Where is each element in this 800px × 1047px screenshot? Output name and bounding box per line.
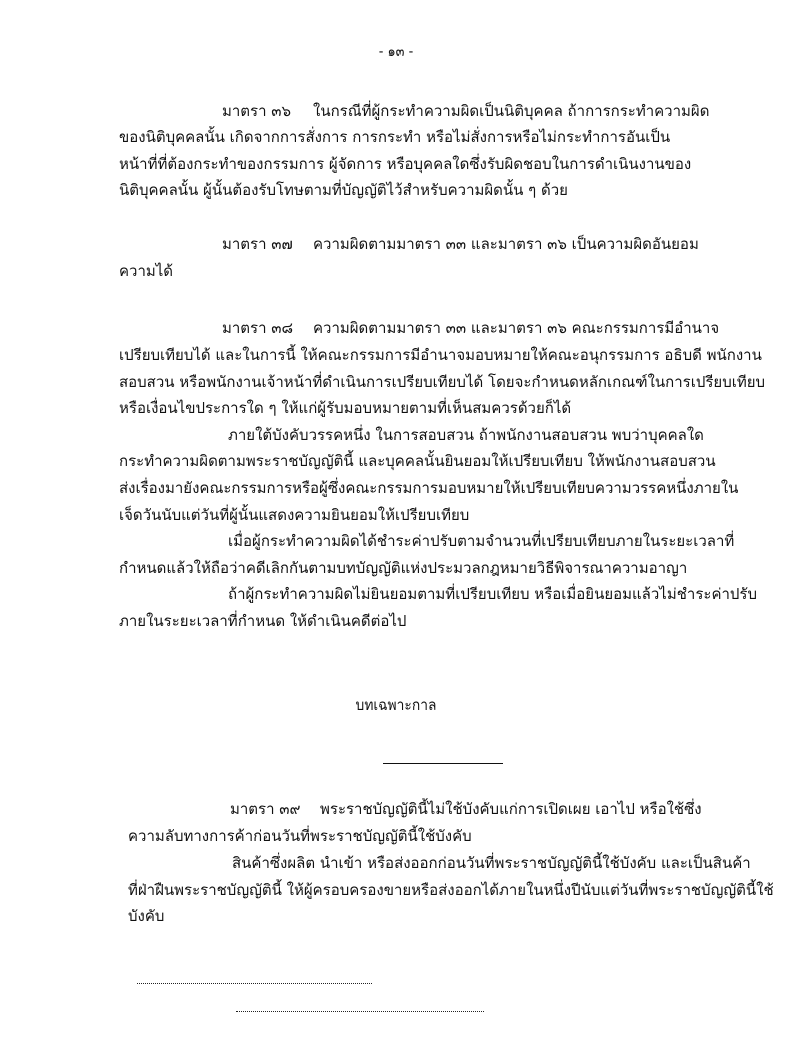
section-39-line: ที่ฝ่าฝืนพระราชบัญญัตินี้ ให้ผู้ครอบครองขายหรือส่งออกได้ภายในหนึ่งปีนับแต่วันที่พระราชบัญญัตินี้ใช้ bbox=[128, 881, 774, 899]
section-38-line: เปรียบเทียบได้ และในการนี้ ให้คณะกรรมการมีอำนาจมอบหมายให้คณะอนุกรรมการ อธิบดี พนักงาน bbox=[119, 346, 762, 364]
section-38-line: กระทำความผิดตามพระราชบัญญัตินี้ และบุคคลนั้นยินยอมให้เปรียบเทียบ ให้พนักงานสอบสวน bbox=[119, 452, 716, 470]
dotted-line bbox=[236, 1011, 484, 1012]
section-36-line: ของนิติบุคคลนั้น เกิดจากการสั่งการ การกระทำ หรือไม่สั่งการหรือไม่กระทำการอันเป็น bbox=[119, 128, 671, 146]
section-37-line: ความได้ bbox=[119, 262, 174, 280]
section-39-line: ความลับทางการค้าก่อนวันที่พระราชบัญญัตินี้ใช้บังคับ bbox=[128, 827, 472, 845]
section-36-number: มาตรา ๓๖ bbox=[222, 102, 292, 120]
section-38-line: ภายในระยะเวลาที่กำหนด ให้ดำเนินคดีต่อไป bbox=[119, 612, 407, 630]
transitional-heading: บทเฉพาะกาล bbox=[355, 696, 437, 714]
section-37-line: ความผิดตามมาตรา ๓๓ และมาตรา ๓๖ เป็นความผิดอันยอม bbox=[313, 235, 699, 253]
dotted-line bbox=[137, 983, 372, 984]
section-38-line: เจ็ดวันนับแต่วันที่ผู้นั้นแสดงความยินยอมให้เปรียบเทียบ bbox=[119, 506, 470, 524]
section-38-line: ส่งเรื่องมายังคณะกรรมการหรือผู้ซึ่งคณะกรรมการมอบหมายให้เปรียบเทียบความวรรคหนึ่งภายใน bbox=[119, 479, 739, 497]
section-38-line: ถ้าผู้กระทำความผิดไม่ยินยอมตามที่เปรียบเทียบ หรือเมื่อยินยอมแล้วไม่ชำระค่าปรับ bbox=[228, 585, 757, 603]
section-38-line: กำหนดแล้วให้ถือว่าคดีเลิกกันตามบทบัญญัติแห่งประมวลกฎหมายวิธีพิจารณาความอาญา bbox=[119, 559, 688, 577]
section-36-line: ในกรณีที่ผู้กระทำความผิดเป็นนิติบุคคล ถ้าการกระทำความผิด bbox=[313, 102, 710, 120]
section-38-line: เมื่อผู้กระทำความผิดได้ชำระค่าปรับตามจำนวนที่เปรียบเทียบภายในระยะเวลาที่ bbox=[228, 532, 735, 550]
section-38-line: ความผิดตามมาตรา ๓๓ และมาตรา ๓๖ คณะกรรมการมีอำนาจ bbox=[313, 319, 720, 337]
section-38-line: สอบสวน หรือพนักงานเจ้าหน้าที่ดำเนินการเปรียบเทียบได้ โดยจะกำหนดหลักเกณฑ์ในการเปรียบเทียบ bbox=[119, 373, 766, 391]
section-39-line: สินค้าซึ่งผลิต นำเข้า หรือส่งออกก่อนวันที่พระราชบัญญัตินี้ใช้บังคับ และเป็นสินค้า bbox=[232, 854, 751, 872]
section-38-number: มาตรา ๓๘ bbox=[222, 319, 294, 337]
section-36-line: หน้าที่ที่ต้องกระทำของกรรมการ ผู้จัดการ หรือบุคคลใดซึ่งรับผิดชอบในการดำเนินงานของ bbox=[119, 155, 692, 173]
section-38-line: ภายใต้บังคับวรรคหนึ่ง ในการสอบสวน ถ้าพนักงานสอบสวน พบว่าบุคคลใด bbox=[228, 426, 704, 444]
section-38-line: หรือเงื่อนไขประการใด ๆ ให้แก่ผู้รับมอบหมายตามที่เห็นสมควรด้วยก็ได้ bbox=[119, 399, 572, 417]
section-39-line: พระราชบัญญัตินี้ไม่ใช้บังคับแก่การเปิดเผย เอาไป หรือใช้ซึ่ง bbox=[320, 800, 702, 818]
section-37-number: มาตรา ๓๗ bbox=[222, 235, 293, 253]
heading-underline bbox=[383, 763, 503, 764]
section-39-number: มาตรา ๓๙ bbox=[230, 800, 301, 818]
section-36-line: นิติบุคคลนั้น ผู้นั้นต้องรับโทษตามที่บัญญัติไว้สำหรับความผิดนั้น ๆ ด้วย bbox=[119, 181, 568, 199]
page-number: - ๑๓ - bbox=[378, 44, 414, 60]
section-39-line: บังคับ bbox=[128, 907, 165, 925]
